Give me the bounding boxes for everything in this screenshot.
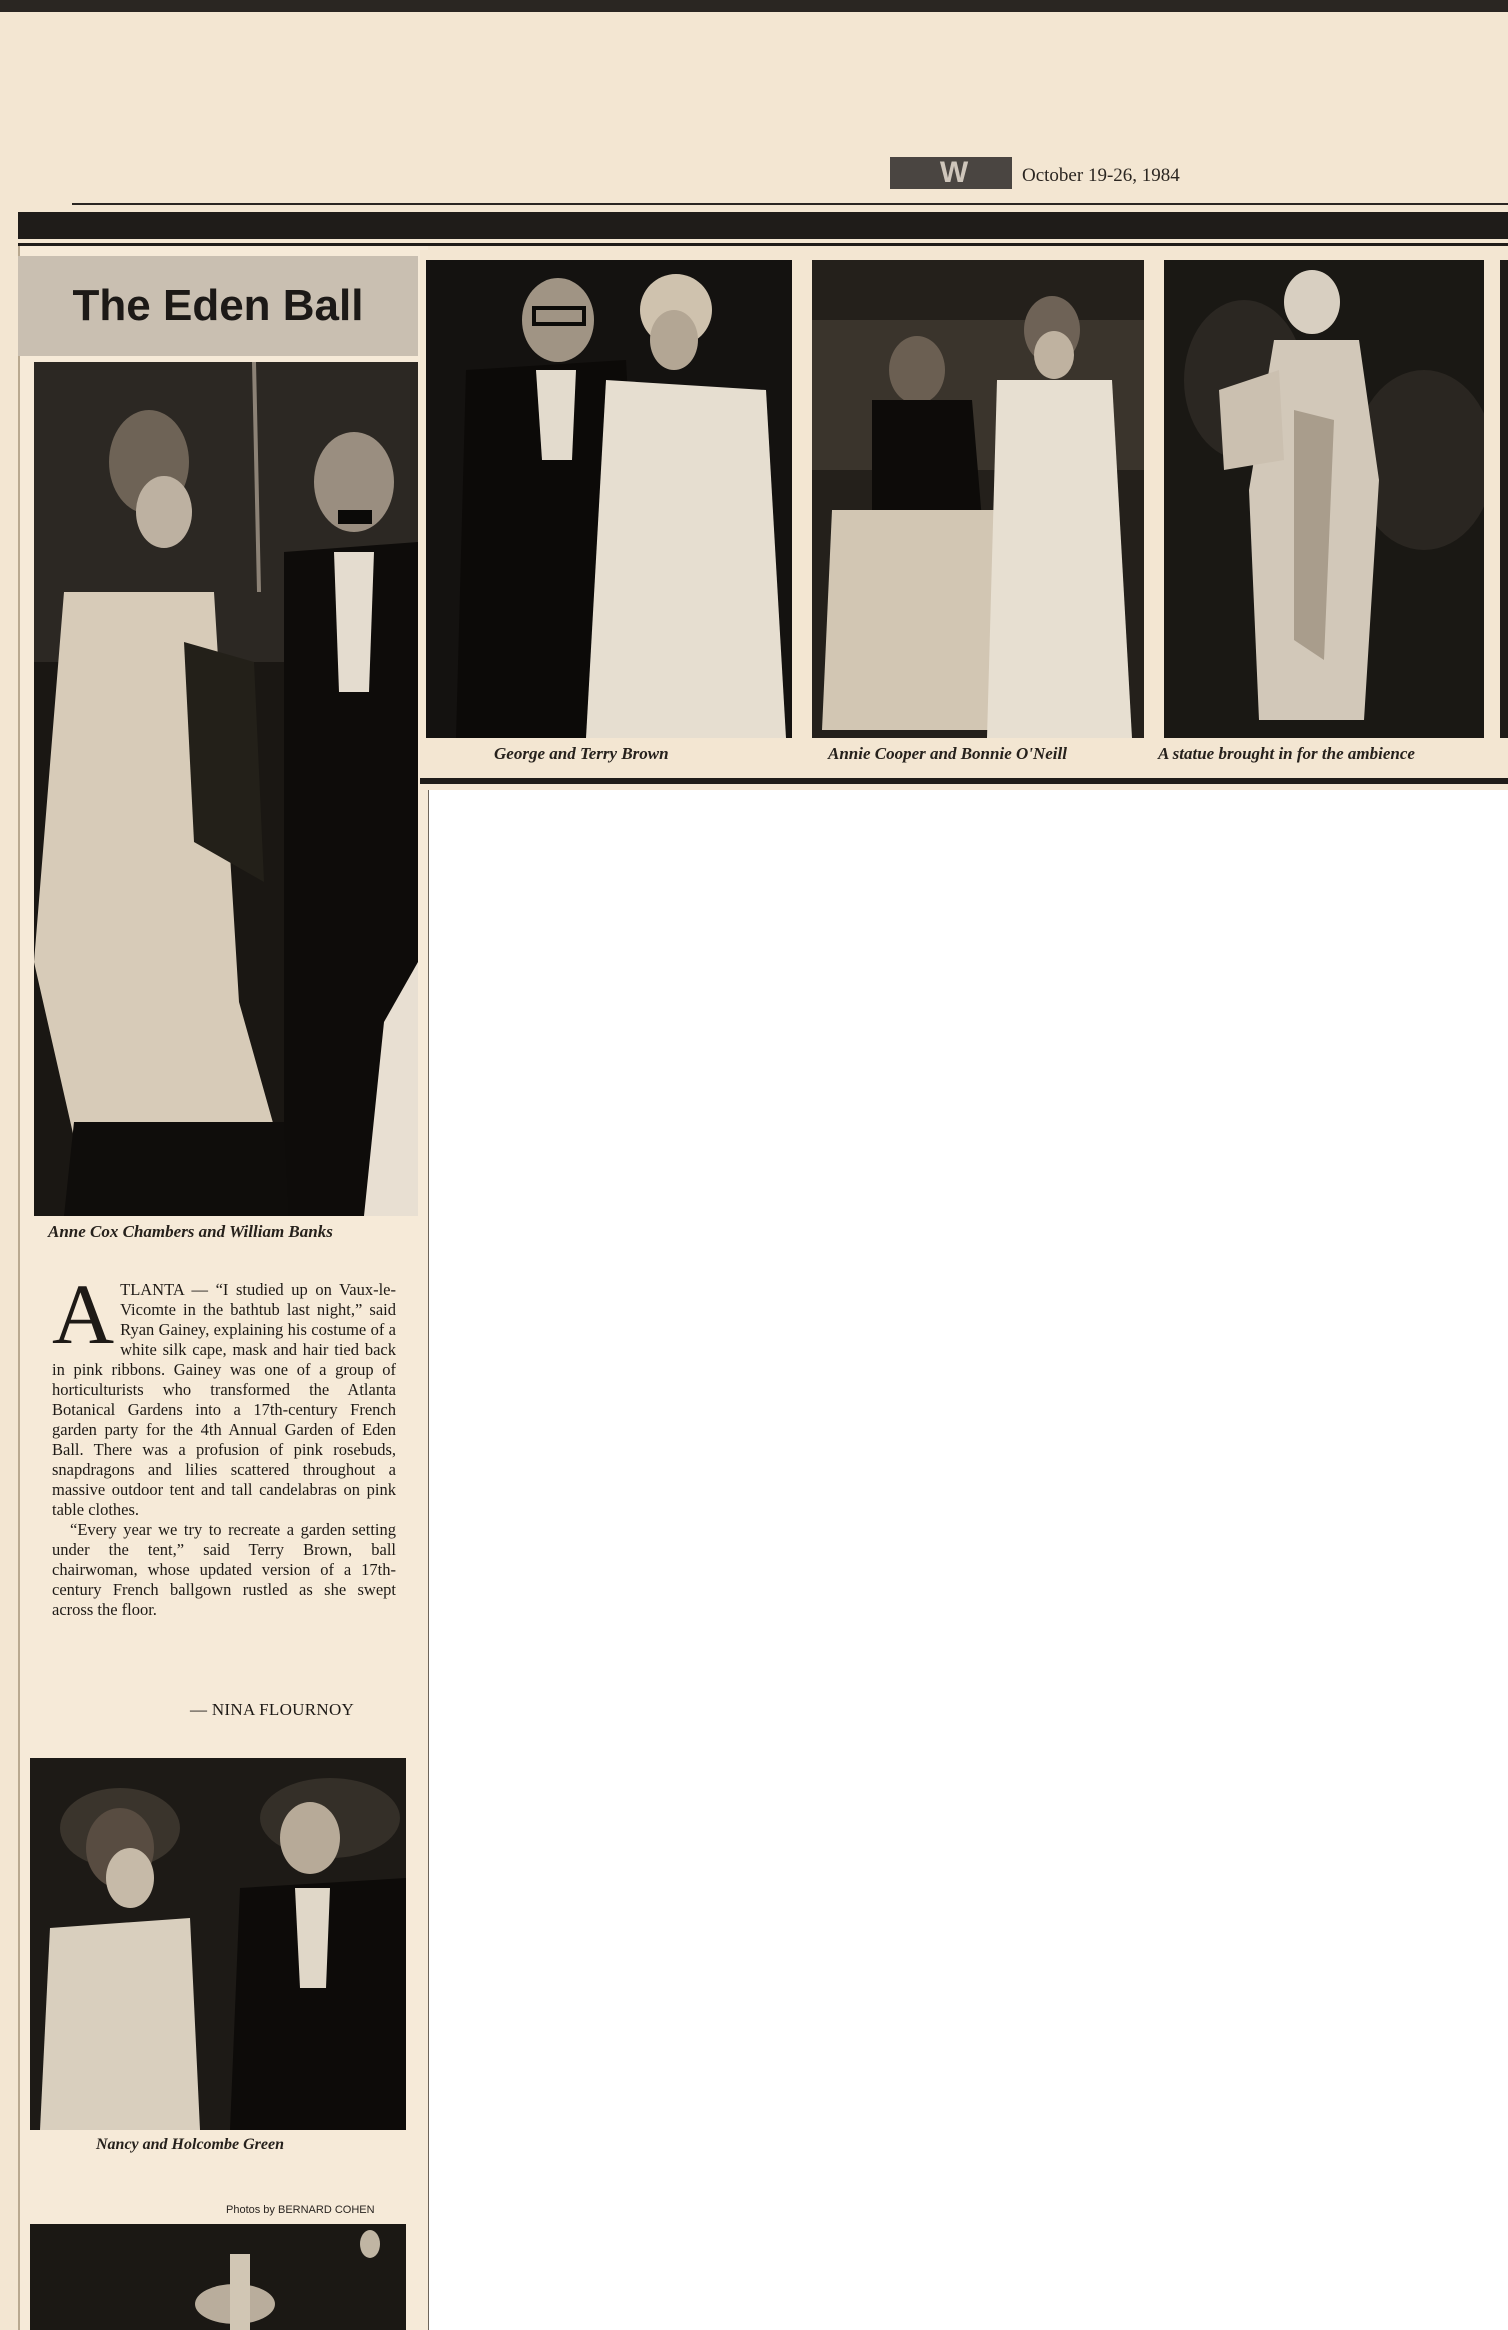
title-box	[18, 256, 418, 356]
article-paragraph-1-text: TLANTA — “I studied up on Vaux-le-Vicomte in the bathtub last night,” said Ryan Gainey, explaining his costume of a white silk cape, mask and hair tied back in pink ribbons. Gainey was one of a group of horticulturists who transformed the Atlanta Botanical Gardens into a 17th-century French garden party for the 4th Annual Garden of Eden Ball. There was a profusion of pink rosebuds, snapdragons and lilies scattered throughout a massive outdoor tent and tall candelabras on pink table clothes.	[52, 1280, 396, 1519]
caption-statue: A statue brought in for the ambience	[1158, 744, 1415, 763]
article-paragraph-1	[52, 1266, 396, 1520]
photo-george-terry	[426, 260, 792, 738]
photo-credit: Photos by BERNARD COHEN	[226, 2204, 375, 2216]
caption-main: Anne Cox Chambers and William Banks	[48, 1222, 333, 1241]
photo-edge-partial	[1500, 260, 1508, 738]
photo-partial-bottom	[30, 2224, 406, 2330]
caption-annie-bonnie: Annie Cooper and Bonnie O'Neill	[828, 744, 1067, 763]
drop-cap: A	[52, 1266, 115, 1362]
masthead-rule	[72, 203, 1508, 205]
photo-statue	[1164, 260, 1484, 738]
header-band	[18, 212, 1508, 239]
left-column-edge	[18, 246, 20, 2330]
photo-strip-rule	[420, 778, 1508, 784]
masthead-logo	[890, 157, 1012, 189]
scan-edge	[0, 0, 1508, 12]
article-body	[52, 1266, 396, 1620]
byline: — NINA FLOURNOY	[190, 1700, 355, 1719]
page-title: The Eden Ball	[72, 281, 364, 330]
photo-main	[34, 362, 418, 1216]
blank-paper-area	[428, 786, 1508, 2330]
photo-bottom	[30, 1758, 406, 2130]
masthead-logo-text: W	[939, 156, 963, 189]
masthead-date: October 19-26, 1984	[1022, 165, 1180, 186]
caption-george-terry: George and Terry Brown	[494, 744, 669, 763]
article-paragraph-2: “Every year we try to recreate a garden setting under the tent,” said Terry Brown, ball chairwoman, whose updated version of a 17th-century French ballgown rustled as she swept across the floor.	[52, 1520, 396, 1619]
photo-annie-bonnie	[812, 260, 1144, 738]
caption-bottom: Nancy and Holcombe Green	[96, 2136, 284, 2153]
